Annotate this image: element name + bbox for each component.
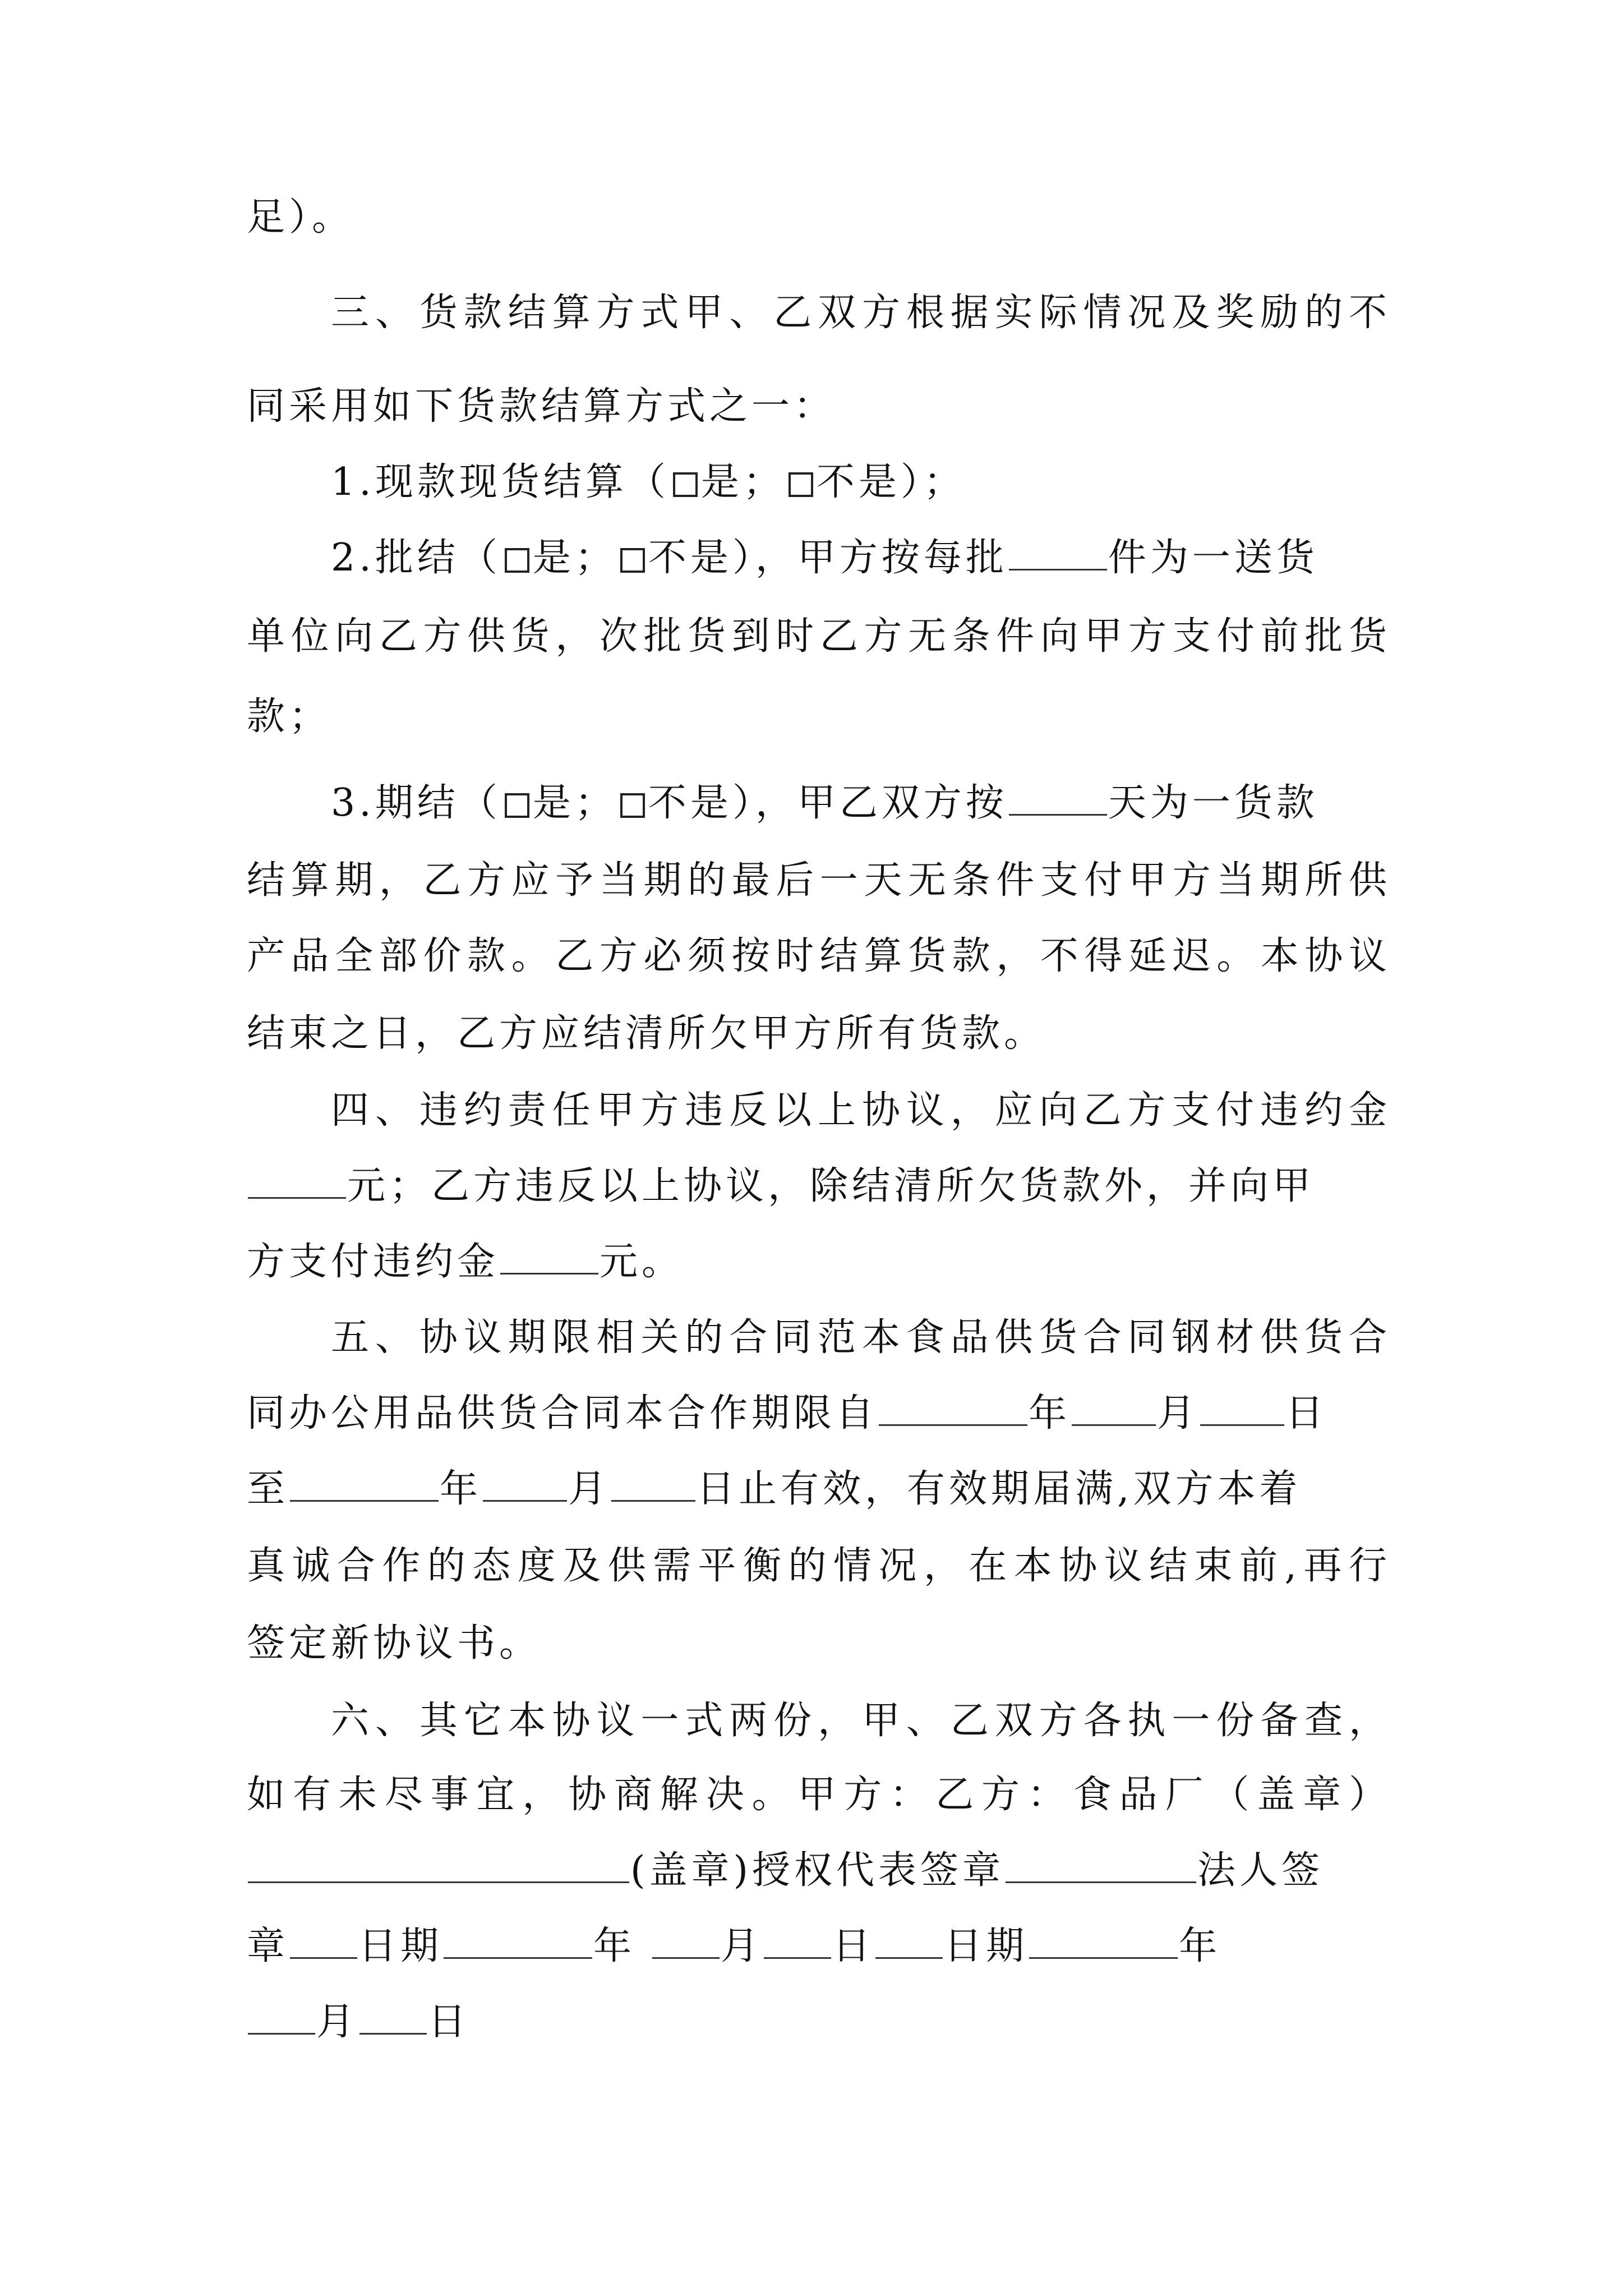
- text: 月: [721, 1924, 763, 1968]
- text: 不是），甲乙双方按: [648, 781, 1008, 825]
- text: 结算期，乙方应予当期的最后一天无条件支付甲方当期所供: [247, 858, 1391, 903]
- text: 日: [428, 2000, 471, 2044]
- text: 年: [1179, 1924, 1221, 1968]
- text: 日期: [944, 1924, 1029, 1968]
- text: 天为一货款: [1108, 781, 1318, 825]
- signature-blank[interactable]: [248, 1848, 629, 1883]
- blank-field[interactable]: [248, 1163, 346, 1199]
- blank-field[interactable]: [248, 1999, 315, 2035]
- section-six-heading-line: [331, 1693, 1391, 1749]
- date-line: [247, 1994, 1391, 2050]
- blank-field[interactable]: [290, 1466, 439, 1502]
- text: 年: [440, 1467, 482, 1511]
- text: 法人签: [1197, 1848, 1324, 1893]
- blank-field[interactable]: [764, 1924, 831, 1959]
- text: (盖章)授权代表签章: [630, 1848, 1005, 1893]
- blank-field[interactable]: [875, 1924, 943, 1959]
- option-batch-line: [331, 530, 1475, 586]
- text: 结束之日，乙方应结清所欠甲方所有货款。: [247, 1011, 1046, 1056]
- blank-field[interactable]: [611, 1466, 695, 1502]
- text: 2.批结（: [331, 536, 501, 580]
- option-period-line: [331, 775, 1475, 831]
- section-four-heading-line: [331, 1083, 1391, 1139]
- text: 足）。: [247, 195, 354, 240]
- text: 同采用如下货款结算方式之一：: [247, 384, 836, 429]
- text: 六、其它本协议一式两份，甲、乙双方各执一份备查，: [331, 1699, 1391, 1743]
- section-five-heading-line: [331, 1310, 1391, 1366]
- option-cash-line: [331, 454, 1475, 510]
- checkbox-yes[interactable]: [673, 472, 698, 497]
- text: 签定新协议书。: [247, 1621, 542, 1665]
- text: 四、违约责任甲方违反以上协议，应向乙方支付违约金: [331, 1088, 1391, 1133]
- paragraph-line: [247, 1158, 1391, 1214]
- blank-field[interactable]: [1029, 1924, 1178, 1959]
- text: 五、协议期限相关的合同范本食品供货合同钢材供货合: [331, 1315, 1391, 1360]
- text: 方支付违约金: [247, 1240, 500, 1284]
- text: 产品全部价款。乙方必须按时结算货款，不得延迟。本协议: [247, 934, 1391, 978]
- date-line: [247, 1918, 1391, 1975]
- text: 日止有效，有效期届满,双方本着: [697, 1467, 1302, 1511]
- text: 不是）；: [816, 460, 966, 504]
- blank-field[interactable]: [1200, 1391, 1284, 1426]
- text: 年: [1029, 1391, 1071, 1435]
- text: 元。: [600, 1240, 684, 1284]
- paragraph-line: [247, 379, 1391, 435]
- paragraph-line: [247, 1767, 1391, 1823]
- blank-field[interactable]: [359, 1999, 427, 2035]
- blank-field[interactable]: [879, 1391, 1027, 1426]
- paragraph-line: [247, 609, 1391, 665]
- text: 款；: [247, 694, 331, 739]
- blank-field[interactable]: [1009, 535, 1107, 570]
- text: 月: [316, 2000, 359, 2044]
- text: 至: [247, 1467, 289, 1511]
- text: 件为一送货: [1108, 536, 1318, 580]
- blank-field[interactable]: [1009, 780, 1107, 816]
- text: 单位向乙方供货，次批货到时乙方无条件向甲方支付前批货: [247, 614, 1391, 659]
- blank-field[interactable]: [652, 1924, 720, 1959]
- text: 月: [568, 1467, 611, 1511]
- text: 不是），甲方按每批: [648, 536, 1008, 580]
- text: 日: [832, 1924, 875, 1968]
- paragraph-line: [247, 1386, 1391, 1442]
- paragraph-line: [247, 190, 1391, 246]
- text: 日期: [358, 1924, 443, 1968]
- text: 1.现款现货结算（: [331, 460, 670, 504]
- text: 日: [1285, 1391, 1328, 1435]
- text: 如有未尽事宜，协商解决。甲方：乙方：食品厂（盖章）: [247, 1773, 1391, 1817]
- paragraph-line: [247, 928, 1391, 984]
- checkbox-no[interactable]: [620, 793, 645, 818]
- signature-line: [247, 1843, 1391, 1899]
- paragraph-line: [247, 1234, 1391, 1290]
- paragraph-line: [247, 689, 1391, 745]
- text: 是；: [700, 460, 785, 504]
- text: 三、货款结算方式甲、乙双方根据实际情况及奖励的不: [331, 291, 1391, 335]
- text: 章: [247, 1924, 289, 1968]
- checkbox-no[interactable]: [789, 472, 813, 497]
- checkbox-yes[interactable]: [505, 793, 529, 818]
- blank-field[interactable]: [1072, 1391, 1156, 1426]
- text: 同办公用品供货合同本合作期限自: [247, 1391, 878, 1435]
- text: 是；: [532, 536, 617, 580]
- text: 是；: [532, 781, 617, 825]
- text: 3.期结（: [331, 781, 501, 825]
- text: 年: [593, 1924, 636, 1968]
- blank-field[interactable]: [483, 1466, 567, 1502]
- text: 月: [1157, 1391, 1200, 1435]
- paragraph-line: [247, 1461, 1391, 1517]
- blank-field[interactable]: [444, 1924, 592, 1959]
- text: 元；乙方违反以上协议，除结清所欠货款外，并向甲: [347, 1164, 1315, 1208]
- text: 真诚合作的态度及供需平衡的情况，在本协议结束前,再行: [247, 1544, 1391, 1588]
- paragraph-line: [247, 1538, 1391, 1594]
- blank-field[interactable]: [290, 1924, 357, 1959]
- checkbox-yes[interactable]: [505, 548, 529, 573]
- blank-field[interactable]: [500, 1239, 598, 1274]
- paragraph-line: [247, 853, 1391, 909]
- paragraph-line: [247, 1006, 1391, 1062]
- signature-blank[interactable]: [1006, 1848, 1196, 1883]
- section-three-heading-line: [331, 285, 1391, 341]
- paragraph-line: [247, 1616, 1391, 1672]
- checkbox-no[interactable]: [620, 548, 645, 573]
